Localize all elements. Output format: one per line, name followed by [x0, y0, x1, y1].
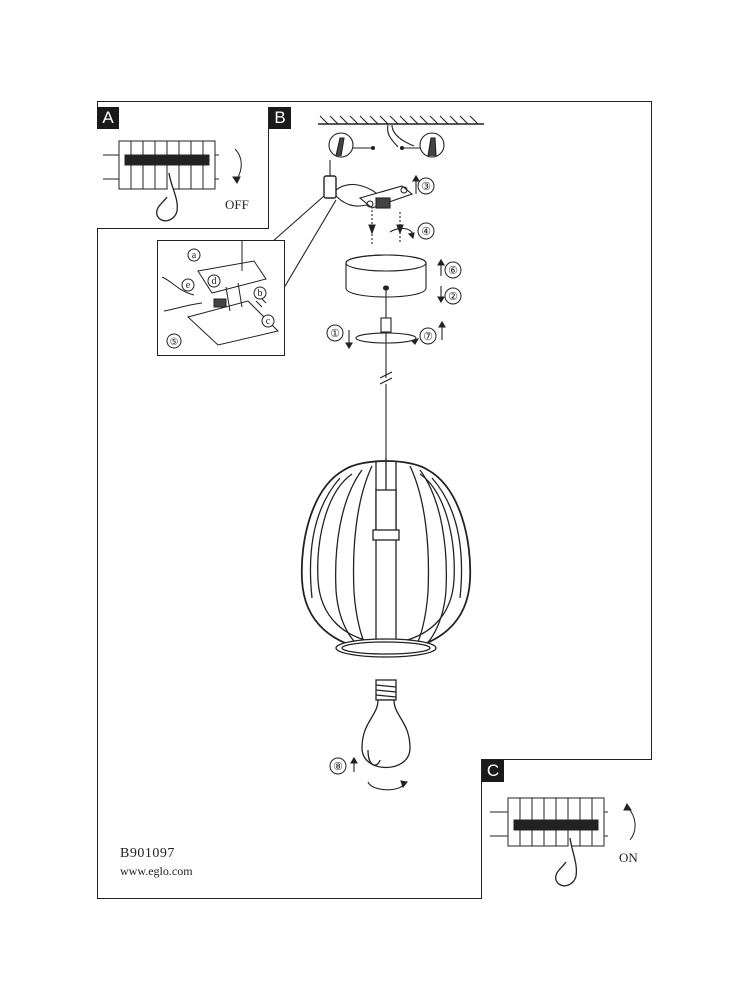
wire-label-b: b — [257, 288, 263, 299]
panel-a — [97, 107, 269, 229]
panel-b-tag: B — [269, 107, 291, 129]
wire-strip-left-icon — [329, 133, 375, 157]
wire-label-a: a — [191, 250, 197, 261]
step-3-label: ③ — [421, 181, 431, 193]
wiring-detail-5 — [157, 240, 285, 356]
wire-label-e: e — [185, 280, 191, 291]
wire-label-c: c — [265, 316, 271, 327]
panel-a-switch-state: OFF — [225, 197, 249, 212]
model-code: B901097 — [120, 846, 175, 861]
wire-label-d: d — [211, 276, 217, 287]
light-bulb — [362, 680, 410, 768]
mounting-bracket — [360, 186, 412, 244]
step-1-label: ① — [330, 328, 340, 340]
circuit-breaker-on-icon — [482, 760, 653, 900]
panel-a-tag: A — [97, 107, 119, 129]
panel-c-switch-state: ON — [619, 850, 638, 865]
step-6-label: ⑥ — [448, 265, 458, 277]
panel-c — [481, 759, 652, 899]
website-url: www.eglo.com — [120, 864, 193, 878]
step-7-label: ⑦ — [423, 331, 433, 343]
step-4-label: ④ — [421, 226, 431, 238]
terminal-block-icon — [324, 176, 336, 198]
wire-strip-right-icon — [401, 133, 445, 157]
step-8-label: ⑧ — [333, 761, 343, 773]
panel-c-tag: C — [482, 760, 504, 782]
step-5-label: ⑤ — [169, 337, 179, 348]
cage-lampshade — [302, 458, 470, 657]
wiring-detail-drawing — [158, 241, 286, 357]
step-2-label: ② — [448, 291, 458, 303]
ceiling-hatch — [318, 116, 484, 124]
cable-grip — [381, 318, 391, 332]
